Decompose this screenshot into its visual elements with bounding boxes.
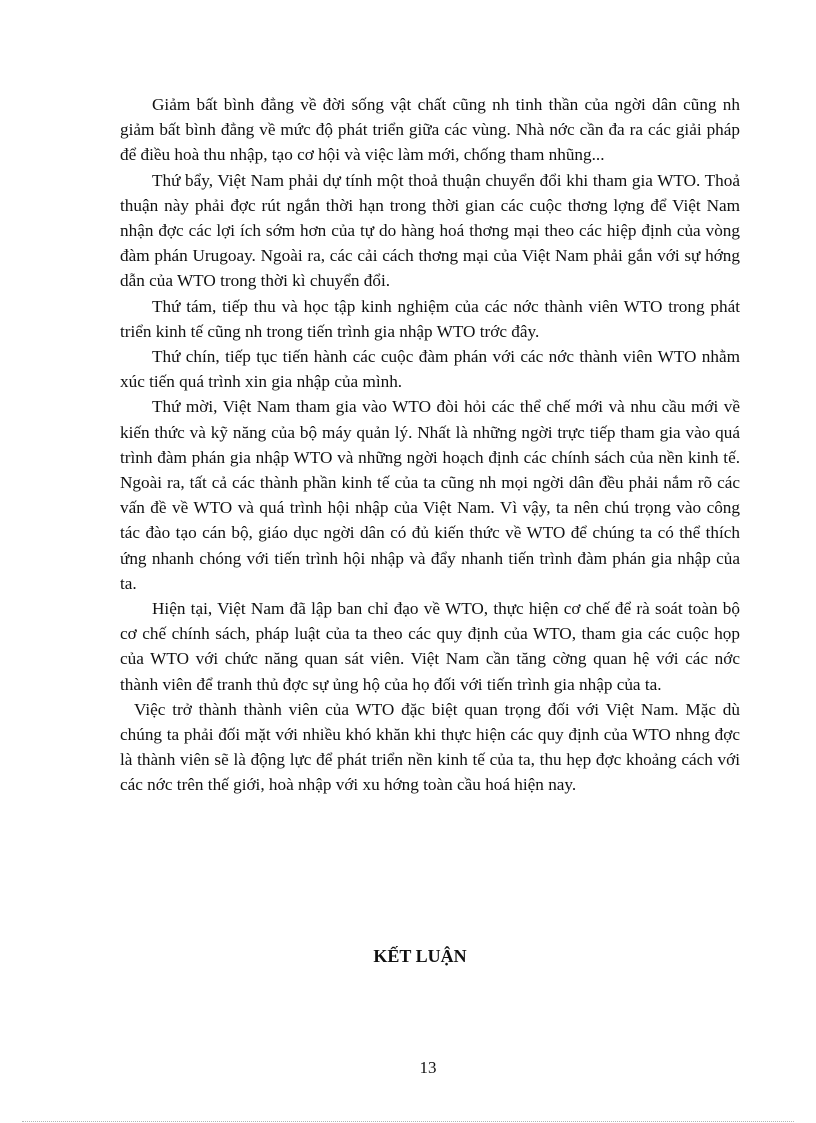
section-title: KẾT LUẬN bbox=[373, 946, 467, 966]
paragraph-3: Thứ tám, tiếp thu và học tập kinh nghiệm của các nớc thành viên WTO trong phát triển kinh tế cũng nh trong tiến trình gia nhập WTO trớc đây. bbox=[120, 296, 740, 341]
paragraph-5: Thứ mời, Việt Nam tham gia vào WTO đòi hỏi các thể chế mới và nhu cầu mới về kiến thức và kỹ năng của bộ máy quản lý. Nhất là những ngời trực tiếp tham gia vào quá trình đàm phán gia nhập WTO và những ngời hoạch định các chính sách của nền kinh tế. Ngoài ra, tất cả các thành phần kinh tế của ta cũng nh mọi ngời dân đều phải nắm rõ các vấn đề về WTO và quá trình hội nhập của Việt Nam. Vì vậy, ta nên chú trọng vào công tác đào tạo cán bộ, giáo dục ngời dân có đủ kiến thức về WTO để chúng ta có thể thích ứng nhanh chóng với tiến trình hội nhập và đẩy nhanh tiến trình đàm phán gia nhập của ta. bbox=[120, 397, 740, 593]
paragraph-7: Việc trở thành thành viên của WTO đặc biệt quan trọng đối với Việt Nam. Mặc dù chúng ta phải đối mặt với nhiều khó khăn khi thực hiện các quy định của WTO nhng đợc là thành viên sẽ là động lực để phát triển nền kinh tế của ta, thu hẹp đợc khoảng cách với các nớc trên thế giới, hoà nhập với xu hớng toàn cầu hoá hiện nay. bbox=[120, 699, 740, 795]
paragraph-6: Hiện tại, Việt Nam đã lập ban chỉ đạo về WTO, thực hiện cơ chế để rà soát toàn bộ cơ chế chính sách, pháp luật của ta theo các quy định của WTO, tham gia các cuộc họp của WTO với chức năng quan sát viên. Việt Nam cần tăng cờng quan hệ với các nớc thành viên để tranh thủ đợc sự ủng hộ của họ đối với tiến trình gia nhập của ta. bbox=[120, 599, 740, 694]
page-number: 13 bbox=[419, 1058, 437, 1077]
footer-divider bbox=[22, 1121, 794, 1122]
paragraph-4: Thứ chín, tiếp tục tiến hành các cuộc đàm phán với các nớc thành viên WTO nhằm xúc tiến quá trình xin gia nhập của mình. bbox=[120, 347, 740, 392]
paragraph-2: Thứ bẩy, Việt Nam phải dự tính một thoả thuận chuyển đổi khi tham gia WTO. Thoả thuận này phải đợc rút ngắn thời hạn trong thời gian các cuộc thơng lợng để Việt Nam nhận đợc các lợi ích sớm hơn của tự do hàng hoá thơng mại theo các hiệp định của vòng đàm phán Urugoay. Ngoài ra, các cải cách thơng mại của Việt Nam phải gắn với sự hớng dẫn của WTO trong thời kì chuyển đổi. bbox=[120, 170, 740, 291]
document-body bbox=[120, 92, 740, 798]
paragraph-1: Giảm bất bình đẳng về đời sống vật chất cũng nh tinh thần của ngời dân cũng nh giảm bất bình đẳng về mức độ phát triển giữa các vùng. Nhà nớc cần đa ra các giải pháp để điều hoà thu nhập, tạo cơ hội và việc làm mới, chống tham nhũng... bbox=[120, 95, 740, 165]
